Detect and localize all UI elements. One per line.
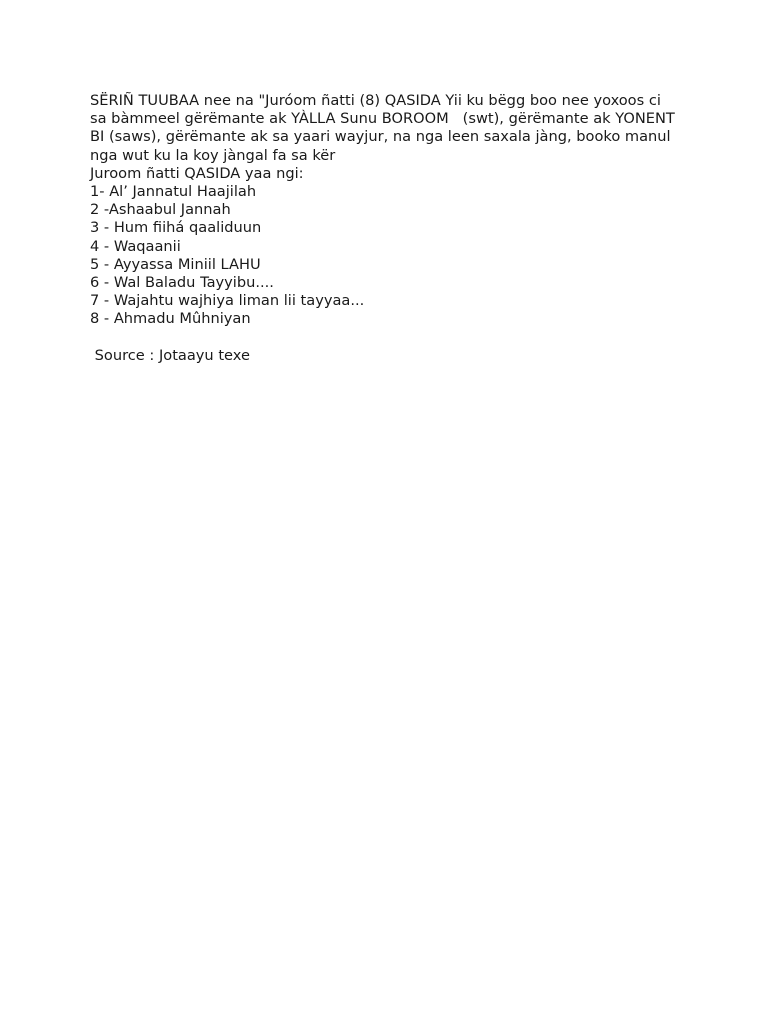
list-item: 7 - Wajahtu wajhiya liman lii tayyaa... xyxy=(90,292,365,310)
list-item: 1- Al’ Jannatul Haajilah xyxy=(90,183,257,201)
qasida-list xyxy=(90,183,690,329)
list-item: 2 -Ashaabul Jannah xyxy=(90,201,231,219)
list-item: 4 - Waqaanii xyxy=(90,237,181,255)
blank-line xyxy=(90,329,690,347)
intro-paragraph: SËRIÑ TUUBAA nee na "Juróom ñatti (8) QASIDA Yii ku bëgg boo nee yoxoos ci sa bàmmeel gërëmante ak YÀLLA Sunu BOROOM (swt), gërëmante ak YONENT BI (saws), gërëmante ak sa yaari wayjur, na nga leen saxala jàng, booko manul nga wut ku la koy jàngal fa sa kër xyxy=(90,92,680,164)
source-line: Source : Jotaayu texe xyxy=(90,346,250,364)
document-body xyxy=(90,92,690,365)
list-heading: Juroom ñatti QASIDA yaa ngi: xyxy=(90,164,304,182)
list-item: 6 - Wal Baladu Tayyibu.... xyxy=(90,274,274,292)
list-item: 8 - Ahmadu Mûhniyan xyxy=(90,310,251,328)
list-item: 3 - Hum fiihá qaaliduun xyxy=(90,219,262,237)
list-item: 5 - Ayyassa Miniil LAHU xyxy=(90,255,261,273)
